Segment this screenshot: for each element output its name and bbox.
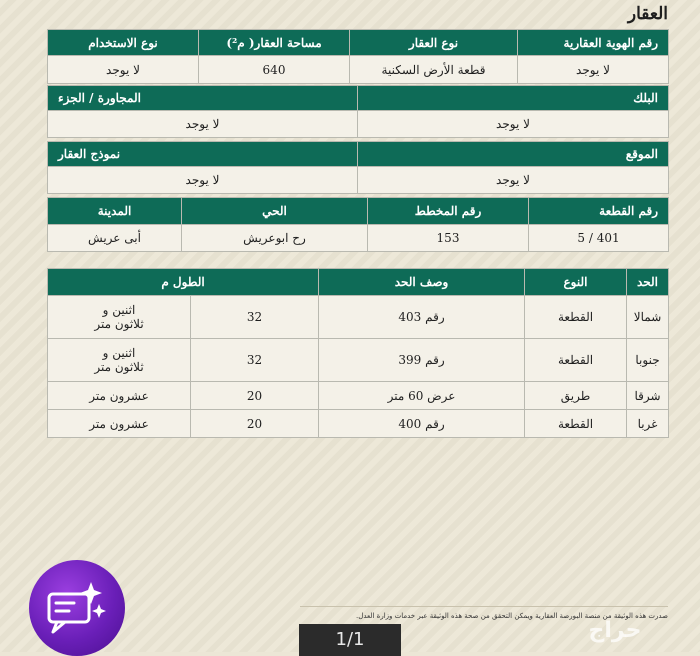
header-boundary-side: الحد: [627, 269, 669, 296]
header-boundary-description: وصف الحد: [319, 269, 525, 296]
boundary-length: 20: [191, 410, 319, 438]
boundary-type: طريق: [525, 382, 627, 410]
header-usage-type: نوع الاستخدام: [48, 30, 199, 56]
header-property-type: نوع العقار: [350, 30, 518, 56]
header-scheme-number: رقم المخطط: [368, 198, 529, 225]
page-number: 1/1: [299, 624, 401, 656]
boundary-side: شرقا: [627, 382, 669, 410]
location-table: [47, 141, 669, 194]
boundary-description: رقم 399: [319, 339, 525, 382]
table-row: [48, 339, 669, 382]
header-property-model: نموذج العقار: [48, 142, 358, 167]
boundaries-table: [47, 268, 669, 438]
footer-divider: [300, 606, 668, 607]
boundary-length-text: عشرون متر: [48, 382, 191, 410]
value-neighborhood-part: لا يوجد: [48, 111, 358, 138]
page-title: العقار: [627, 4, 668, 24]
value-property-model: لا يوجد: [48, 167, 358, 194]
boundary-side: غربا: [627, 410, 669, 438]
table-row: [48, 410, 669, 438]
boundary-length-text: اثنين و ثلاثون متر: [48, 339, 191, 382]
ai-chat-sparkle-icon[interactable]: [29, 560, 125, 656]
header-district: الحي: [182, 198, 368, 225]
boundary-length-text: اثنين و ثلاثون متر: [48, 296, 191, 339]
value-usage-type: لا يوجد: [48, 56, 199, 84]
plot-table: [47, 197, 669, 252]
value-property-type: قطعة الأرض السكنية: [350, 56, 518, 84]
value-plot-number: 401 / 5: [529, 225, 669, 252]
footer-verification-text: صدرت هذه الوثيقة من منصة البورصة العقارية ويمكن التحقق من صحة هذه الوثيقة عبر خدمات وزارة العدل.: [356, 612, 668, 620]
boundary-length: 20: [191, 382, 319, 410]
boundary-length: 32: [191, 296, 319, 339]
header-neighborhood-part: المجاورة / الجزء: [48, 86, 358, 111]
property-table: [47, 29, 669, 84]
table-row: [48, 382, 669, 410]
header-city: المدينة: [48, 198, 182, 225]
header-boundary-type: النوع: [525, 269, 627, 296]
value-scheme-number: 153: [368, 225, 529, 252]
boundary-type: القطعة: [525, 410, 627, 438]
boundary-type: القطعة: [525, 339, 627, 382]
value-city: أبى عريش: [48, 225, 182, 252]
value-district: رح ابوعريش: [182, 225, 368, 252]
boundary-description: عرض 60 متر: [319, 382, 525, 410]
table-row: [48, 296, 669, 339]
boundary-description: رقم 400: [319, 410, 525, 438]
boundary-side: شمالا: [627, 296, 669, 339]
header-property-area: مساحة العقار( م²): [199, 30, 350, 56]
boundary-description: رقم 403: [319, 296, 525, 339]
watermark-logo: حراج: [588, 618, 642, 643]
header-location: الموقع: [358, 142, 669, 167]
value-property-area: 640: [199, 56, 350, 84]
header-property-id: رقم الهوية العقارية: [518, 30, 669, 56]
header-plot-number: رقم القطعة: [529, 198, 669, 225]
value-location: لا يوجد: [358, 167, 669, 194]
value-property-id: لا يوجد: [518, 56, 669, 84]
boundary-side: جنوبا: [627, 339, 669, 382]
value-block: لا يوجد: [358, 111, 669, 138]
boundary-length: 32: [191, 339, 319, 382]
header-length: الطول م: [48, 269, 319, 296]
boundary-length-text: عشرون متر: [48, 410, 191, 438]
block-table: [47, 85, 669, 138]
boundary-type: القطعة: [525, 296, 627, 339]
header-block: البلك: [358, 86, 669, 111]
